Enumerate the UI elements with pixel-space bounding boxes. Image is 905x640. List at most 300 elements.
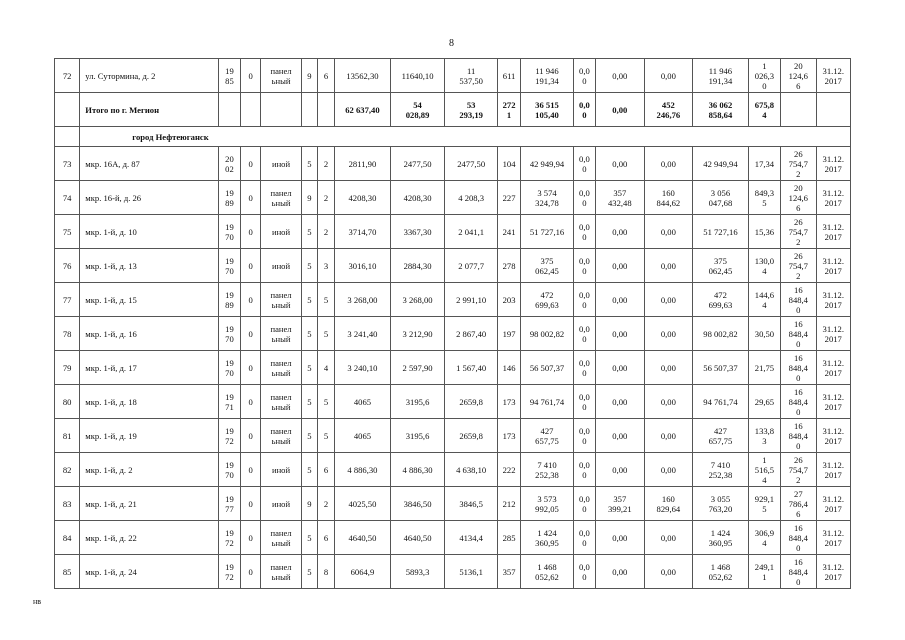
table-cell: 0 (241, 385, 261, 419)
table-cell: 42 949,94 (693, 147, 749, 181)
address-cell: мкр. 1-й, д. 19 (80, 419, 219, 453)
total-value: 36 515 105,40 (521, 93, 574, 127)
table-cell: 5893,3 (390, 555, 445, 589)
table-cell: 0,00 (596, 283, 645, 317)
table-row (55, 487, 851, 521)
total-value: 0,0 0 (573, 93, 595, 127)
table-cell: 7 410 252,38 (521, 453, 574, 487)
table-cell: 3 212,90 (390, 317, 445, 351)
table-cell: 6 (317, 521, 334, 555)
table-cell: 9 (301, 59, 317, 93)
table-body (55, 59, 851, 589)
table-cell: 20 124,6 6 (781, 181, 816, 215)
table-cell: 160 844,62 (644, 181, 693, 215)
table-row (55, 147, 851, 181)
table-cell: 4065 (335, 385, 391, 419)
table-cell: 0,00 (644, 317, 693, 351)
table-cell: 0,0 0 (573, 181, 595, 215)
table-cell: 31.12. 2017 (816, 419, 850, 453)
table-cell: 2 (317, 181, 334, 215)
table-cell: 5136,1 (445, 555, 498, 589)
table-cell: 133,8 3 (748, 419, 780, 453)
table-cell: 3 241,40 (335, 317, 391, 351)
table-cell: 0,0 0 (573, 419, 595, 453)
table-cell: 16 848,4 0 (781, 317, 816, 351)
table-cell: 2477,50 (390, 147, 445, 181)
table-cell: 203 (497, 283, 520, 317)
table-cell: 16 848,4 0 (781, 419, 816, 453)
table-cell (55, 93, 80, 127)
table-cell: 1 468 052,62 (521, 555, 574, 589)
table-cell: 19 85 (218, 59, 240, 93)
table-cell: иной (261, 215, 301, 249)
table-cell: 0,0 0 (573, 487, 595, 521)
table-cell: 19 70 (218, 215, 240, 249)
table-cell: 0,0 0 (573, 59, 595, 93)
table-cell: 31.12. 2017 (816, 487, 850, 521)
table-cell: 7 410 252,38 (693, 453, 749, 487)
table-cell: 222 (497, 453, 520, 487)
page-number: 8 (449, 38, 454, 49)
table-cell: 1 026,3 0 (748, 59, 780, 93)
table-cell: 0,0 0 (573, 453, 595, 487)
table-cell: 4025,50 (335, 487, 391, 521)
table-cell: панел ьный (261, 385, 301, 419)
table-cell: 2659,8 (445, 385, 498, 419)
table-cell: 27 786,4 6 (781, 487, 816, 521)
table-cell: 4 886,30 (390, 453, 445, 487)
table-cell: 0,0 0 (573, 215, 595, 249)
table-cell: 5 (301, 317, 317, 351)
table-cell: 5 (317, 419, 334, 453)
table-cell: 51 727,16 (693, 215, 749, 249)
table-cell: 19 89 (218, 181, 240, 215)
table-cell: 2477,50 (445, 147, 498, 181)
total-label: Итого по г. Мегион (80, 93, 219, 127)
table-cell: 17,34 (748, 147, 780, 181)
table-cell: 94 761,74 (693, 385, 749, 419)
table-cell: 16 848,4 0 (781, 521, 816, 555)
table-cell: 5 (301, 249, 317, 283)
table-cell: 3846,5 (445, 487, 498, 521)
row-number: 73 (55, 147, 80, 181)
row-number: 82 (55, 453, 80, 487)
table-cell: 19 70 (218, 351, 240, 385)
table-cell: 31.12. 2017 (816, 283, 850, 317)
table-cell: 0,00 (644, 59, 693, 93)
table-cell: 0 (241, 419, 261, 453)
table-cell (218, 93, 240, 127)
table-cell: 16 848,4 0 (781, 555, 816, 589)
table-row (55, 555, 851, 589)
table-cell: 31.12. 2017 (816, 555, 850, 589)
total-value: 62 637,40 (335, 93, 391, 127)
table-cell: 0,00 (644, 283, 693, 317)
row-number: 72 (55, 59, 80, 93)
address-cell: мкр. 1-й, д. 10 (80, 215, 219, 249)
table-cell: 0 (241, 521, 261, 555)
table-cell: 0,0 0 (573, 317, 595, 351)
total-value: 54 028,89 (390, 93, 445, 127)
table-cell: 427 657,75 (693, 419, 749, 453)
table-cell: 0 (241, 283, 261, 317)
table-row (55, 351, 851, 385)
table-cell: 0,00 (644, 385, 693, 419)
table-cell: 375 062,45 (521, 249, 574, 283)
table-cell: панел ьный (261, 555, 301, 589)
table-row (55, 419, 851, 453)
table-cell: 1 516,5 4 (748, 453, 780, 487)
table-cell: 929,1 5 (748, 487, 780, 521)
table-cell: иной (261, 147, 301, 181)
table-cell: 31.12. 2017 (816, 385, 850, 419)
table-cell: иной (261, 249, 301, 283)
table-cell: 1 424 360,95 (693, 521, 749, 555)
table-cell (781, 93, 816, 127)
table-cell: 357 399,21 (596, 487, 645, 521)
table-cell: 0,00 (596, 555, 645, 589)
address-cell: мкр. 16-й, д. 26 (80, 181, 219, 215)
table-cell: 3 (317, 249, 334, 283)
table-cell: 849,3 5 (748, 181, 780, 215)
table-cell: 5 (301, 147, 317, 181)
table-cell: 3 574 324,78 (521, 181, 574, 215)
table-cell: 21,75 (748, 351, 780, 385)
table-cell: 19 70 (218, 317, 240, 351)
total-value: 452 246,76 (644, 93, 693, 127)
table-cell: 2 (317, 215, 334, 249)
table-cell: 2 991,10 (445, 283, 498, 317)
table-cell: 16 848,4 0 (781, 351, 816, 385)
table-cell: 146 (497, 351, 520, 385)
table-cell: 1 567,40 (445, 351, 498, 385)
table-cell: панел ьный (261, 419, 301, 453)
table-cell: 5 (301, 521, 317, 555)
table-cell: 26 754,7 2 (781, 453, 816, 487)
table-cell: 31.12. 2017 (816, 521, 850, 555)
table-row (55, 59, 851, 93)
table-cell: панел ьный (261, 521, 301, 555)
table-cell: 212 (497, 487, 520, 521)
table-cell: 0,00 (644, 419, 693, 453)
total-value: 36 062 858,64 (693, 93, 749, 127)
table-cell: панел ьный (261, 283, 301, 317)
row-number: 84 (55, 521, 80, 555)
table-cell: 0,0 0 (573, 555, 595, 589)
address-cell: мкр. 1-й, д. 15 (80, 283, 219, 317)
table-cell: 4065 (335, 419, 391, 453)
table-cell: 31.12. 2017 (816, 181, 850, 215)
table-cell: 4 638,10 (445, 453, 498, 487)
table-cell: 51 727,16 (521, 215, 574, 249)
table-cell: 1 468 052,62 (693, 555, 749, 589)
table-cell: 227 (497, 181, 520, 215)
table-cell: 31.12. 2017 (816, 453, 850, 487)
table-cell: 42 949,94 (521, 147, 574, 181)
table-cell: 0 (241, 249, 261, 283)
row-number: 80 (55, 385, 80, 419)
table-cell: 15,36 (748, 215, 780, 249)
table-cell: 4 208,3 (445, 181, 498, 215)
total-value: 53 293,19 (445, 93, 498, 127)
table-cell: 4 (317, 351, 334, 385)
address-cell: мкр. 1-й, д. 17 (80, 351, 219, 385)
total-row (55, 93, 851, 127)
address-cell: мкр. 1-й, д. 18 (80, 385, 219, 419)
table-cell: панел ьный (261, 59, 301, 93)
table-cell: 8 (317, 555, 334, 589)
table-cell: 3016,10 (335, 249, 391, 283)
table-cell: 0,0 0 (573, 249, 595, 283)
address-cell: мкр. 16А, д. 87 (80, 147, 219, 181)
table-cell: панел ьный (261, 317, 301, 351)
table-cell: 4208,30 (335, 181, 391, 215)
table-cell (317, 93, 334, 127)
table-cell: 0,00 (644, 351, 693, 385)
table-cell: 19 89 (218, 283, 240, 317)
table-cell: 0,00 (644, 147, 693, 181)
table-cell: 56 507,37 (521, 351, 574, 385)
table-cell: 31.12. 2017 (816, 249, 850, 283)
table-cell: 98 002,82 (693, 317, 749, 351)
table-cell: 0,00 (644, 215, 693, 249)
table-cell: 20 02 (218, 147, 240, 181)
footer-mark: нв (33, 597, 42, 606)
table-cell: 2 597,90 (390, 351, 445, 385)
table-cell (301, 93, 317, 127)
row-number: 76 (55, 249, 80, 283)
table-cell: 0 (241, 317, 261, 351)
table-cell: 20 124,6 6 (781, 59, 816, 93)
table-cell: 1 424 360,95 (521, 521, 574, 555)
table-cell: 0,00 (644, 453, 693, 487)
table-cell: 0 (241, 215, 261, 249)
table-cell: 0,0 0 (573, 351, 595, 385)
table-cell: 0 (241, 59, 261, 93)
table-cell: 2 (317, 487, 334, 521)
table-cell: 19 72 (218, 555, 240, 589)
table-cell (241, 93, 261, 127)
table-cell: 9 (301, 487, 317, 521)
table-cell: 5 (301, 351, 317, 385)
table-cell: 241 (497, 215, 520, 249)
table-cell: 0,00 (596, 215, 645, 249)
table-cell: 357 (497, 555, 520, 589)
table-cell: 5 (317, 283, 334, 317)
table-cell: 26 754,7 2 (781, 147, 816, 181)
table-cell: 357 432,48 (596, 181, 645, 215)
housing-register-table (54, 58, 851, 589)
table-cell: 19 77 (218, 487, 240, 521)
table-cell: иной (261, 487, 301, 521)
table-cell: 427 657,75 (521, 419, 574, 453)
row-number: 75 (55, 215, 80, 249)
table-cell: 0,00 (644, 555, 693, 589)
table-cell: 3846,50 (390, 487, 445, 521)
address-cell: мкр. 1-й, д. 22 (80, 521, 219, 555)
table-cell: 3 268,00 (390, 283, 445, 317)
address-cell: мкр. 1-й, д. 13 (80, 249, 219, 283)
total-value: 272 1 (497, 93, 520, 127)
total-value: 0,00 (596, 93, 645, 127)
table-cell: 0,00 (596, 317, 645, 351)
table-cell: 11 537,50 (445, 59, 498, 93)
table-cell: 2 077,7 (445, 249, 498, 283)
table-cell: 0,00 (596, 351, 645, 385)
table-cell: 16 848,4 0 (781, 283, 816, 317)
table-cell: 98 002,82 (521, 317, 574, 351)
address-cell: мкр. 1-й, д. 16 (80, 317, 219, 351)
table-cell: 6 (317, 59, 334, 93)
table-cell: 0,00 (596, 385, 645, 419)
table-cell: 472 699,63 (693, 283, 749, 317)
table-cell: 0,00 (596, 59, 645, 93)
table-row (55, 453, 851, 487)
table-cell: 2884,30 (390, 249, 445, 283)
table-row (55, 215, 851, 249)
table-cell: 0,00 (644, 249, 693, 283)
table-cell: 285 (497, 521, 520, 555)
table-cell: 104 (497, 147, 520, 181)
table-cell: 197 (497, 317, 520, 351)
table-cell: 5 (301, 453, 317, 487)
table-cell (55, 127, 80, 147)
table-cell: 306,9 4 (748, 521, 780, 555)
table-cell: 3714,70 (335, 215, 391, 249)
table-cell: 3 573 992,05 (521, 487, 574, 521)
table-cell: 29,65 (748, 385, 780, 419)
table-cell: 5 (301, 283, 317, 317)
table-cell: 0 (241, 181, 261, 215)
table-cell: 278 (497, 249, 520, 283)
table-cell: 31.12. 2017 (816, 59, 850, 93)
table-cell: 11640,10 (390, 59, 445, 93)
row-number: 74 (55, 181, 80, 215)
table-cell: 160 829,64 (644, 487, 693, 521)
table-cell: 31.12. 2017 (816, 215, 850, 249)
table-cell: 19 72 (218, 419, 240, 453)
table-cell: 375 062,45 (693, 249, 749, 283)
table-cell: панел ьный (261, 351, 301, 385)
table-cell: 173 (497, 419, 520, 453)
table-cell: 611 (497, 59, 520, 93)
table-cell: 56 507,37 (693, 351, 749, 385)
table-cell: 5 (301, 419, 317, 453)
table-cell: 31.12. 2017 (816, 351, 850, 385)
table-cell: 4208,30 (390, 181, 445, 215)
table-cell: 30,50 (748, 317, 780, 351)
table-cell: 0,00 (596, 249, 645, 283)
table-cell: 3 055 763,20 (693, 487, 749, 521)
table-cell: 19 70 (218, 453, 240, 487)
table-row (55, 385, 851, 419)
row-number: 81 (55, 419, 80, 453)
table-cell: 0,00 (596, 521, 645, 555)
table-cell: 4640,50 (390, 521, 445, 555)
table-cell: 16 848,4 0 (781, 385, 816, 419)
table-cell (261, 93, 301, 127)
table-cell: 26 754,7 2 (781, 215, 816, 249)
table-cell: 4 886,30 (335, 453, 391, 487)
table-cell: 19 72 (218, 521, 240, 555)
table-cell: 31.12. 2017 (816, 147, 850, 181)
table-cell: 4640,50 (335, 521, 391, 555)
table-cell: 6064,9 (335, 555, 391, 589)
row-number: 77 (55, 283, 80, 317)
city-label: город Нефтеюганск (80, 127, 851, 147)
table-cell: 0,0 0 (573, 147, 595, 181)
table-cell: 173 (497, 385, 520, 419)
table-cell: 5 (317, 317, 334, 351)
table-cell: 26 754,7 2 (781, 249, 816, 283)
table-cell: 0,00 (596, 147, 645, 181)
table-cell: 31.12. 2017 (816, 317, 850, 351)
table-row (55, 521, 851, 555)
table-cell: 0,0 0 (573, 385, 595, 419)
table-cell: 5 (301, 555, 317, 589)
row-number: 79 (55, 351, 80, 385)
table-cell: 3 056 047,68 (693, 181, 749, 215)
table-row (55, 249, 851, 283)
total-value: 675,8 4 (748, 93, 780, 127)
table-cell: 0 (241, 351, 261, 385)
table-cell: 2 041,1 (445, 215, 498, 249)
table-cell: 2 867,40 (445, 317, 498, 351)
address-cell: ул. Сутормина, д. 2 (80, 59, 219, 93)
row-number: 83 (55, 487, 80, 521)
table-cell: 144,6 4 (748, 283, 780, 317)
table-cell: 0,00 (596, 419, 645, 453)
table-cell: 9 (301, 181, 317, 215)
table-cell: 0 (241, 487, 261, 521)
table-cell: 3195,6 (390, 385, 445, 419)
table-cell: 11 946 191,34 (693, 59, 749, 93)
table-cell: 94 761,74 (521, 385, 574, 419)
table-cell: 13562,30 (335, 59, 391, 93)
table-cell: иной (261, 453, 301, 487)
table-cell (816, 93, 850, 127)
table-cell: 4134,4 (445, 521, 498, 555)
table-cell: 19 71 (218, 385, 240, 419)
row-number: 85 (55, 555, 80, 589)
city-row (55, 127, 851, 147)
table-cell: 2811,90 (335, 147, 391, 181)
table-cell: 11 946 191,34 (521, 59, 574, 93)
table-cell: 249,1 1 (748, 555, 780, 589)
table-cell: 19 70 (218, 249, 240, 283)
table-cell: 0,00 (644, 521, 693, 555)
row-number: 78 (55, 317, 80, 351)
address-cell: мкр. 1-й, д. 24 (80, 555, 219, 589)
table-cell: 3 268,00 (335, 283, 391, 317)
table-row (55, 181, 851, 215)
table-cell: 0 (241, 147, 261, 181)
table-cell: 3367,30 (390, 215, 445, 249)
table-cell: 5 (301, 385, 317, 419)
table-cell: 6 (317, 453, 334, 487)
table-cell: 2 (317, 147, 334, 181)
table-cell: 5 (317, 385, 334, 419)
table-cell: 2659,8 (445, 419, 498, 453)
table-cell: 0 (241, 453, 261, 487)
address-cell: мкр. 1-й, д. 2 (80, 453, 219, 487)
table-cell: 0,0 0 (573, 283, 595, 317)
table-row (55, 283, 851, 317)
table-cell: 472 699,63 (521, 283, 574, 317)
address-cell: мкр. 1-й, д. 21 (80, 487, 219, 521)
table-cell: 5 (301, 215, 317, 249)
table-cell: 0,00 (596, 453, 645, 487)
